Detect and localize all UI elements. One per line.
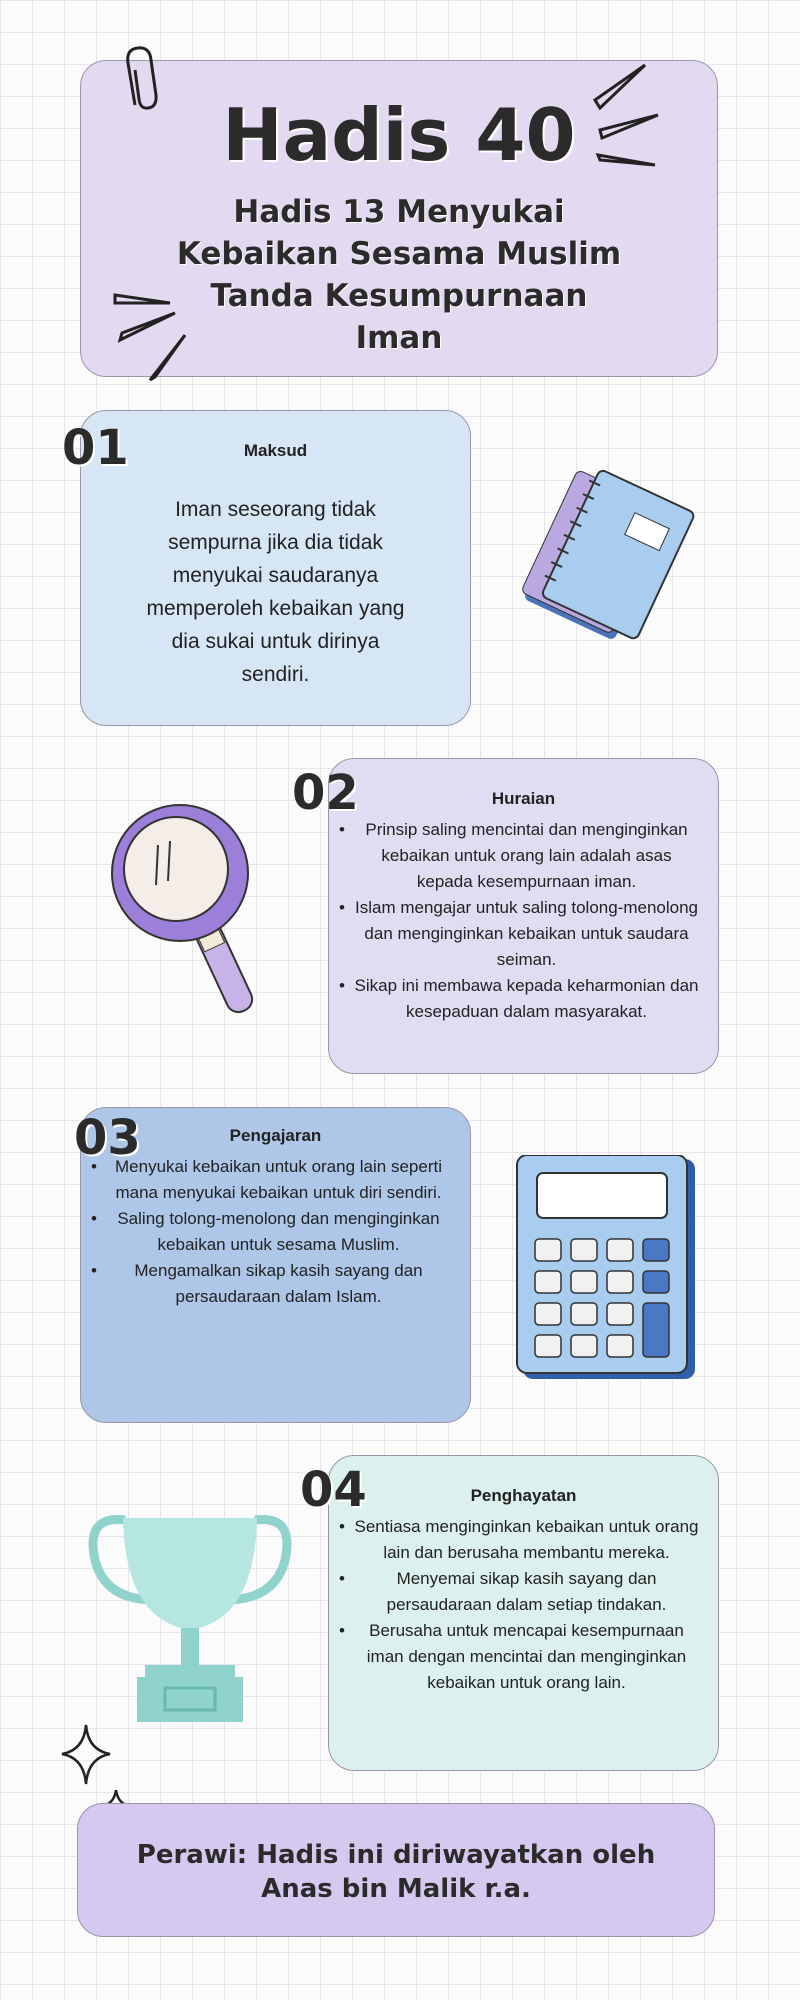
section-heading: Pengajaran bbox=[229, 1126, 322, 1145]
calculator-illustration bbox=[515, 1155, 700, 1385]
footer-narrator bbox=[77, 1803, 715, 1937]
notebook-illustration bbox=[505, 465, 710, 670]
page-subtitle: Hadis 13 Menyukai Kebaikan Sesama Muslim Tanda Kesumpurnaan Iman bbox=[176, 194, 622, 356]
section-number: 03 bbox=[74, 1110, 141, 1166]
section-number: 02 bbox=[292, 765, 359, 821]
trophy-illustration bbox=[85, 1500, 300, 1730]
list-item: • Prinsip saling mencintai dan menginginkan kebaikan untuk orang lain adalah asas kepada kesempurnaan iman. bbox=[347, 817, 700, 895]
list-item: • Mengamalkan sikap kasih sayang dan persaudaraan dalam Islam. bbox=[99, 1258, 452, 1310]
list-item: • Menyemai sikap kasih sayang dan persaudaraan dalam setiap tindakan. bbox=[347, 1566, 700, 1618]
accent-lines-icon bbox=[590, 60, 670, 170]
section-card-penghayatan bbox=[328, 1455, 719, 1771]
section-heading: Penghayatan bbox=[470, 1486, 577, 1505]
list-item: • Sikap ini membawa kepada keharmonian dan kesepaduan dalam masyarakat. bbox=[347, 973, 700, 1025]
paperclip-icon bbox=[120, 45, 165, 120]
section-text: Iman seseorang tidak sempurna jika dia tidak menyukai saudaranya memperoleh kebaikan yang dia sukai untuk dirinya sendiri. bbox=[146, 498, 405, 686]
section-number: 01 bbox=[62, 420, 129, 476]
section-heading: Maksud bbox=[243, 441, 308, 460]
list-item: • Sentiasa menginginkan kebaikan untuk orang lain dan berusaha membantu mereka. bbox=[347, 1514, 700, 1566]
section-card-huraian bbox=[328, 758, 719, 1074]
accent-lines-icon bbox=[110, 275, 190, 385]
list-item: • Berusaha untuk mencapai kesempurnaan iman dengan mencintai dan menginginkan kebaikan untuk orang lain. bbox=[347, 1618, 700, 1696]
magnifier-illustration bbox=[100, 785, 280, 1045]
page-title: Hadis 40 bbox=[222, 93, 576, 177]
section-heading: Huraian bbox=[491, 789, 556, 808]
section-number: 04 bbox=[300, 1462, 367, 1518]
list-item: • Islam mengajar untuk saling tolong-menolong dan menginginkan kebaikan untuk saudara seiman. bbox=[347, 895, 700, 973]
list-item: • Menyukai kebaikan untuk orang lain seperti mana menyukai kebaikan untuk diri sendiri. bbox=[99, 1154, 452, 1206]
list-item: • Saling tolong-menolong dan menginginkan kebaikan untuk sesama Muslim. bbox=[99, 1206, 452, 1258]
footer-text: Perawi: Hadis ini diriwayatkan oleh Anas bin Malik r.a. bbox=[136, 1840, 656, 1904]
section-card-maksud bbox=[80, 410, 471, 726]
